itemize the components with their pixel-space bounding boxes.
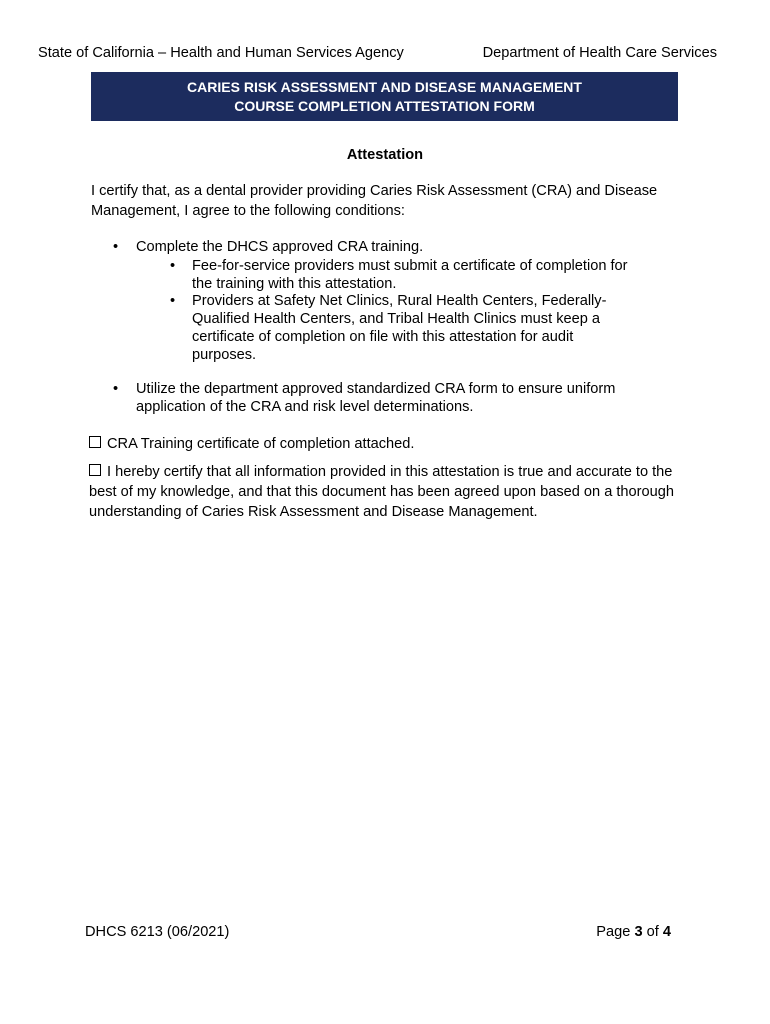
certificate-attached-checkbox[interactable] — [89, 436, 101, 448]
sub-bullet-dot: • — [170, 293, 176, 309]
agency-header: State of California – Health and Human Services Agency — [38, 45, 404, 61]
sub-bullet-item: Fee-for-service providers must submit a certificate of completion for the training with this attestation. — [192, 258, 628, 292]
page-number — [596, 924, 671, 940]
department-header: Department of Health Care Services — [482, 45, 717, 61]
bullet-item: Complete the DHCS approved CRA training. — [136, 239, 424, 255]
form-number: DHCS 6213 (06/2021) — [85, 924, 230, 940]
sub-bullet-dot: • — [170, 258, 176, 274]
checkbox-label: CRA Training certificate of completion attached. — [107, 436, 415, 452]
certify-checkbox[interactable] — [89, 464, 101, 476]
section-title: Attestation — [346, 147, 424, 163]
page-current: 3 — [634, 924, 643, 940]
bullet-item: Utilize the department approved standardized CRA form to ensure uniform application of the CRA and risk level determinations. — [136, 381, 616, 415]
page-total: 4 — [662, 924, 671, 940]
bullet-dot: • — [113, 239, 119, 255]
sub-bullet-item: Providers at Safety Net Clinics, Rural Health Centers, Federally-Qualified Health Centers, and Tribal Health Clinics must keep a certificate of completion on file with this attestation for audit purposes. — [192, 293, 607, 363]
form-title-line-1: CARIES RISK ASSESSMENT AND DISEASE MANAGEMENT — [187, 79, 582, 95]
page-prefix: Page — [596, 924, 631, 940]
form-title-banner — [91, 72, 678, 121]
checkbox-label: I hereby certify that all information provided in this attestation is true and accurate to the best of my knowledge, and that this document has been agreed upon based on a thorough understanding of Caries Risk Assessment and Disease Management. — [89, 464, 674, 520]
certify-checkbox-row — [89, 462, 679, 522]
intro-paragraph: I certify that, as a dental provider providing Caries Risk Assessment (CRA) and Disease Management, I agree to the following conditions: — [91, 183, 658, 219]
bullet-dot: • — [113, 381, 119, 397]
certificate-attached-checkbox-row — [89, 434, 414, 454]
page-of: of — [646, 924, 659, 940]
form-title-line-2: COURSE COMPLETION ATTESTATION FORM — [234, 98, 535, 114]
